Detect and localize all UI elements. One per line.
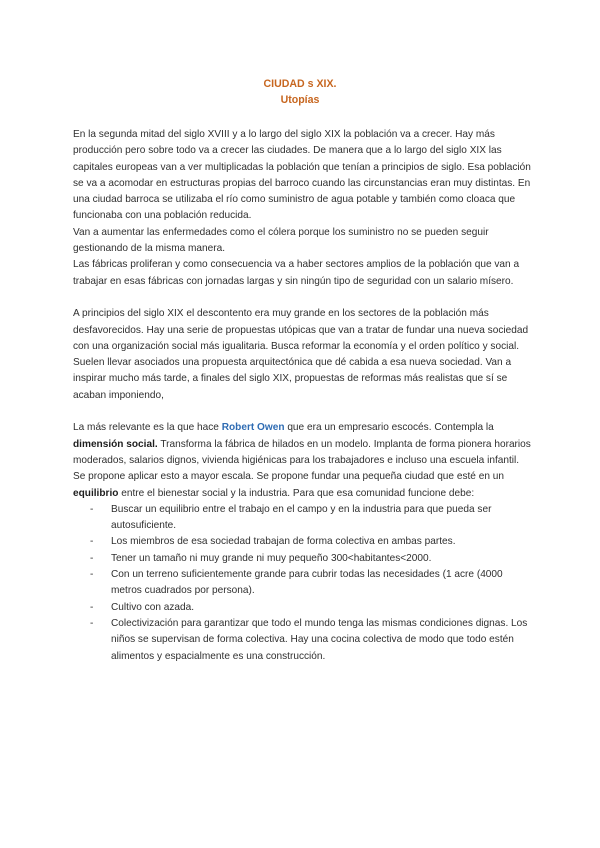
- paragraph-2: Van a aumentar las enfermedades como el cólera porque los suministro no se pueden seguir gestionando de la misma manera.: [73, 226, 489, 255]
- paragraph-5-mid2: Transforma la fábrica de hilados en un modelo. Implanta de forma pionera horarios moderados, salarios dignos, vivienda higiénicas para los trabajadores e incluso una escuela infantil. Se propone aplicar esto a mayor escala. Se propone fundar una pequeña ciudad que esté en un: [73, 438, 531, 483]
- page-title: CIUDAD s XIX.: [263, 78, 337, 90]
- list-item-text: Colectivización para garantizar que todo el mundo tenga las mismas condiciones dignas. Los niños se supervisan de forma colectiva. Hay una cocina colectiva de modo que todo estén alimentos y espacialmente es una construcción.: [111, 617, 528, 662]
- bullet-dash: -: [90, 569, 94, 581]
- page-subtitle: Utopías: [280, 94, 320, 106]
- person-name-highlight: Robert Owen: [221, 422, 285, 434]
- list-item-text: Cultivo con azada.: [111, 601, 195, 613]
- bullet-dash: -: [90, 536, 94, 548]
- bullet-dash: -: [90, 503, 94, 515]
- list-item: [73, 567, 531, 600]
- paragraph-5-pre: La más relevante es la que hace: [73, 422, 222, 434]
- list-item-text: Los miembros de esa sociedad trabajan de forma colectiva en ambas partes.: [111, 536, 456, 548]
- paragraph-3: Las fábricas proliferan y como consecuencia va a haber sectores amplios de la población que van a trabajar en esas fábricas con jornadas largas y sin ningún tipo de seguridad con un salario mísero.: [73, 259, 520, 287]
- list-item-text: Tener un tamaño ni muy grande ni muy pequeño 300<habitantes<2000.: [111, 552, 432, 564]
- bullet-dash: -: [90, 552, 94, 564]
- bullet-dash: -: [90, 617, 94, 629]
- document-body: [73, 127, 531, 665]
- title-block: [0, 76, 600, 108]
- bullet-dash: -: [90, 601, 94, 613]
- list-item: [73, 600, 531, 616]
- list-item: [73, 502, 531, 535]
- paragraph-1: En la segunda mitad del siglo XVIII y a lo largo del siglo XIX la población va a crecer. Hay más producción pero sobre todo va a crecer las ciudades. De manera que a lo largo del siglo XIX las capitales europeas van a ver multiplicadas la población que tenían a principios de siglo. Esa población se va a acomodar en estructuras propias del barroco cuando las circunstancias eran muy distintas. En una ciudad barroca se utilizaba el río como suministro de agua potable y también como cloaca que funcionaba con una población reducida.: [73, 129, 531, 222]
- list-item: [73, 616, 531, 665]
- bold-term-social: dimensión social.: [73, 438, 158, 450]
- list-item-text: Buscar un equilibrio entre el trabajo en el campo y en la industria para que pueda ser autosuficiente.: [111, 503, 492, 532]
- list-item-text: Con un terreno suficientemente grande para cubrir todas las necesidades (1 acre (4000 metros cuadrados por persona).: [111, 569, 503, 597]
- list-item: [73, 534, 531, 550]
- bullet-list: [73, 502, 531, 665]
- paragraph-4: A principios del siglo XIX el descontento era muy grande en los sectores de la población más desfavorecidos. Hay una serie de propuestas utópicas que van a tratar de fundar una nueva sociedad con una organización social más igualitaria. Busca reformar la economía y el orden político y social. Suelen llevar asociados una propuesta arquitectónica que dé cabida a esa nueva sociedad. Van a inspirar mucho más tarde, a finales del siglo XIX, propuestas de reformas más realistas que sí se acaban imponiendo,: [73, 308, 529, 401]
- paragraph-5: [73, 420, 531, 501]
- paragraph-5-mid1: que era un empresario escocés. Contempla la: [284, 422, 494, 434]
- list-item: [73, 551, 531, 567]
- bold-term-equilibrio: equilibrio: [73, 487, 119, 499]
- paragraph-5-post: entre el bienestar social y la industria. Para que esa comunidad funcione debe:: [118, 487, 475, 499]
